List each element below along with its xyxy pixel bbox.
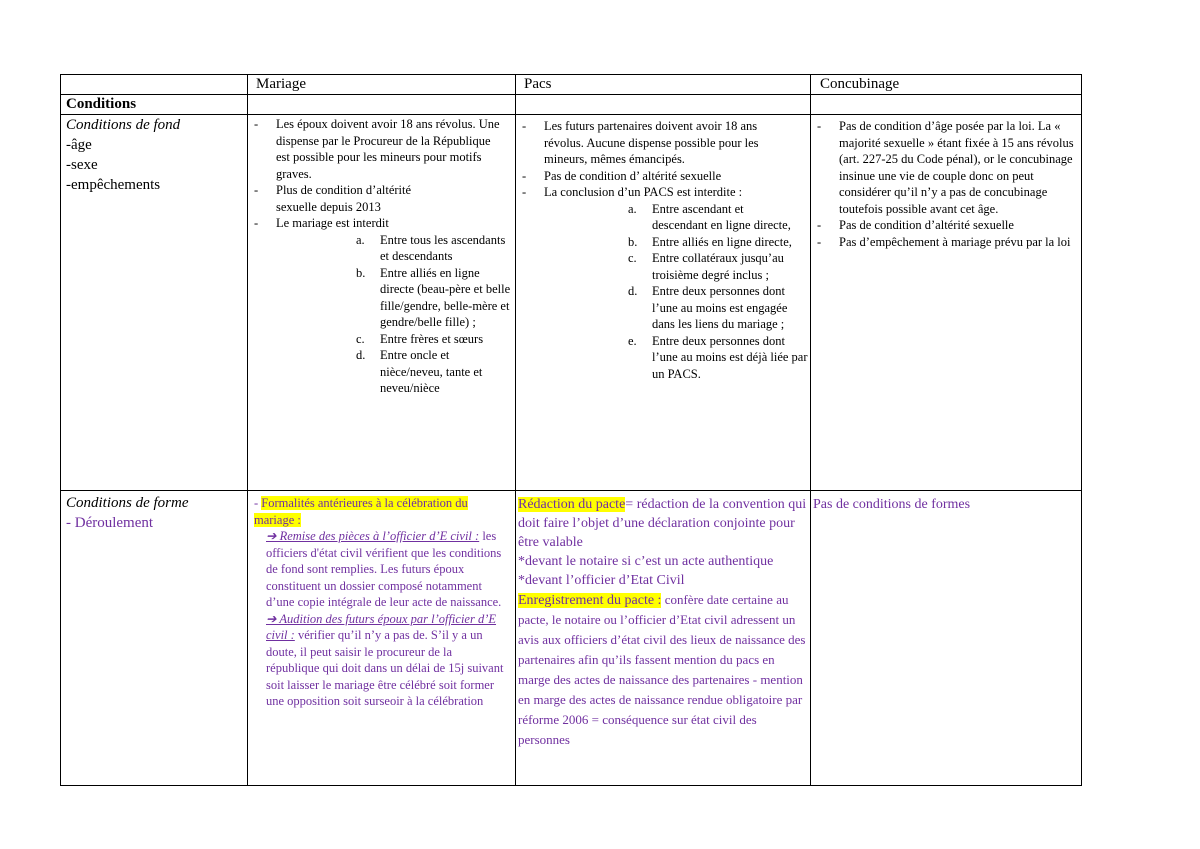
fond-item: -sexe [66,157,98,173]
col-divider [515,74,516,786]
sub-item: c. Entre frères et sœurs [356,331,484,346]
officier-text: *devant l’officier d’Etat Civil [518,573,685,588]
table-border-top [60,74,1082,75]
notaire-text: *devant le notaire si c’est un acte authentique [518,554,774,569]
list-item: - Les futurs partenaires doivent avoir 18 ans révolus. Aucune dispense possible pour les mineurs, mêmes émancipés. [518,118,808,168]
col-divider [1081,74,1082,786]
remise-text: les officiers d'état civil vérifient que les conditions de fond sont remplies. Les futurs époux constituent un dossier composé notamment d’une copie intégrale de leur acte de naissance. [266,529,502,609]
sub-item: c. Entre collatéraux jusqu’au troisième degré inclus ; [628,251,784,282]
highlight-formalites: Formalités antérieures à la célébration du mariage : [254,496,468,527]
row-divider [60,490,1082,491]
forme-title: Conditions de forme [66,495,189,511]
header-mariage: Mariage [256,76,306,92]
enregistrement-text: confère date certaine au pacte, le notaire ou l’officier d’Etat civil adressent un avis aux officiers d’état civil des lieux de naissance des partenaires afin qu’ils fassent mention du pacs en marge des actes de naissance des partenaires - mention en marge des actes de naissance rendue obligatoire par réforme 2006 = conséquence sur état civil des personnes [518,592,806,747]
forme-label-cell [66,493,244,533]
link-remise-pieces[interactable]: ➔ Remise des pièces à l’officier d’E civil : [266,529,480,543]
row-divider [60,94,1082,95]
fond-concubinage-cell [813,118,1079,250]
fond-mariage-cell [250,116,512,397]
sub-item: e. Entre deux personnes dont l’une au moins est déjà liée par un PACS. [628,333,808,381]
audition-text: vérifier qu’il n’y a pas de. S’il y a un doute, il peut saisir le procureur de la république qui doit dans un délai de 15j suivant soit laisser le mariage être célébré soit former une opposition soit surseoir à la célébration [266,628,504,708]
fond-item: -empêchements [66,177,161,193]
list-item: - Pas de condition d’âge posée par la loi. La « majorité sexuelle » étant fixée à 15 ans révolus (art. 227-25 du Code pénal), or le concubinage insinue une vie de couple donc on peut considérer qu’il n’y a pas de concubinage toutefois possible avant cet âge. [813,118,1079,217]
list-item: - Plus de condition d’altérité sexuelle depuis 2013 [250,182,512,215]
list-item: - Le mariage est interdit [250,215,512,232]
col-divider [247,74,248,786]
sub-item: d. Entre deux personnes dont l’une au moins est engagée dans les liens du mariage ; [628,284,788,331]
sub-item: a. Entre tous les ascendants et descendants [356,232,506,263]
header-concubinage: Concubinage [820,76,900,92]
forme-pacs-cell [518,495,808,783]
link-audition[interactable]: ➔ Audition des futurs époux par l’officier d’E civil : [266,611,497,642]
col-divider [810,74,811,786]
list-item: - La conclusion d’un PACS est interdite : [518,184,808,201]
col-divider [60,74,61,786]
comparison-table [60,74,1082,786]
header-pacs: Pacs [524,76,552,92]
conditions-label: Conditions [66,96,137,112]
forme-sub: - Déroulement [66,515,154,531]
sub-item: b. Entre alliés en ligne directe, [628,234,792,249]
forme-mariage-cell: - Formalités antérieures à la célébration du mariage : ➔ Remise des pièces à l’officier d’E civil : les officiers d'état civil vérifient que les conditions de fond sont remplies. Les futurs époux constituent un dossier composé notamment d’une copie intégrale de leur acte de naissance. ➔ Audition des futurs époux par l’officier d’E civil : vérifier qu’il n’y a pas de. S’il y a un doute, il peut saisir le procureur de la république qui doit dans un délai de 15j suivant soit laisser le mariage être célébré soit former une opposition soit surseoir à la célébration [254,496,504,708]
fond-item: -âge [66,137,92,153]
fond-title: Conditions de fond [66,117,181,133]
list-item: - Pas d’empêchement à mariage prévu par la loi [813,234,1079,251]
highlight-enregistrement: Enregistrement du pacte : [518,593,662,608]
sub-item: d. Entre oncle et nièce/neveu, tante et neveu/nièce [356,348,483,395]
list-item: - Pas de condition d’ altérité sexuelle [518,168,808,185]
sub-item: a. Entre ascendant et descendant en ligne directe, [628,201,791,232]
fond-label-cell [66,115,244,195]
fond-pacs-cell [518,118,808,382]
list-item: - Les époux doivent avoir 18 ans révolus. Une dispense par le Procureur de la République est possible pour les mineurs pour motifs graves. [250,116,512,182]
sub-item: b. Entre alliés en ligne directe (beau-père et belle fille/gendre, belle-mère et gendre/belle fille) ; [356,265,511,329]
forme-concubinage-cell: Pas de conditions de formes [813,497,971,512]
highlight-redaction: Rédaction du pacte [518,497,626,512]
list-item: - Pas de condition d’altérité sexuelle [813,217,1079,234]
table-border-bottom [60,785,1082,786]
redaction-text: = rédaction de la convention qui doit faire l’objet d’une déclaration conjointe pour être valable [518,497,807,550]
